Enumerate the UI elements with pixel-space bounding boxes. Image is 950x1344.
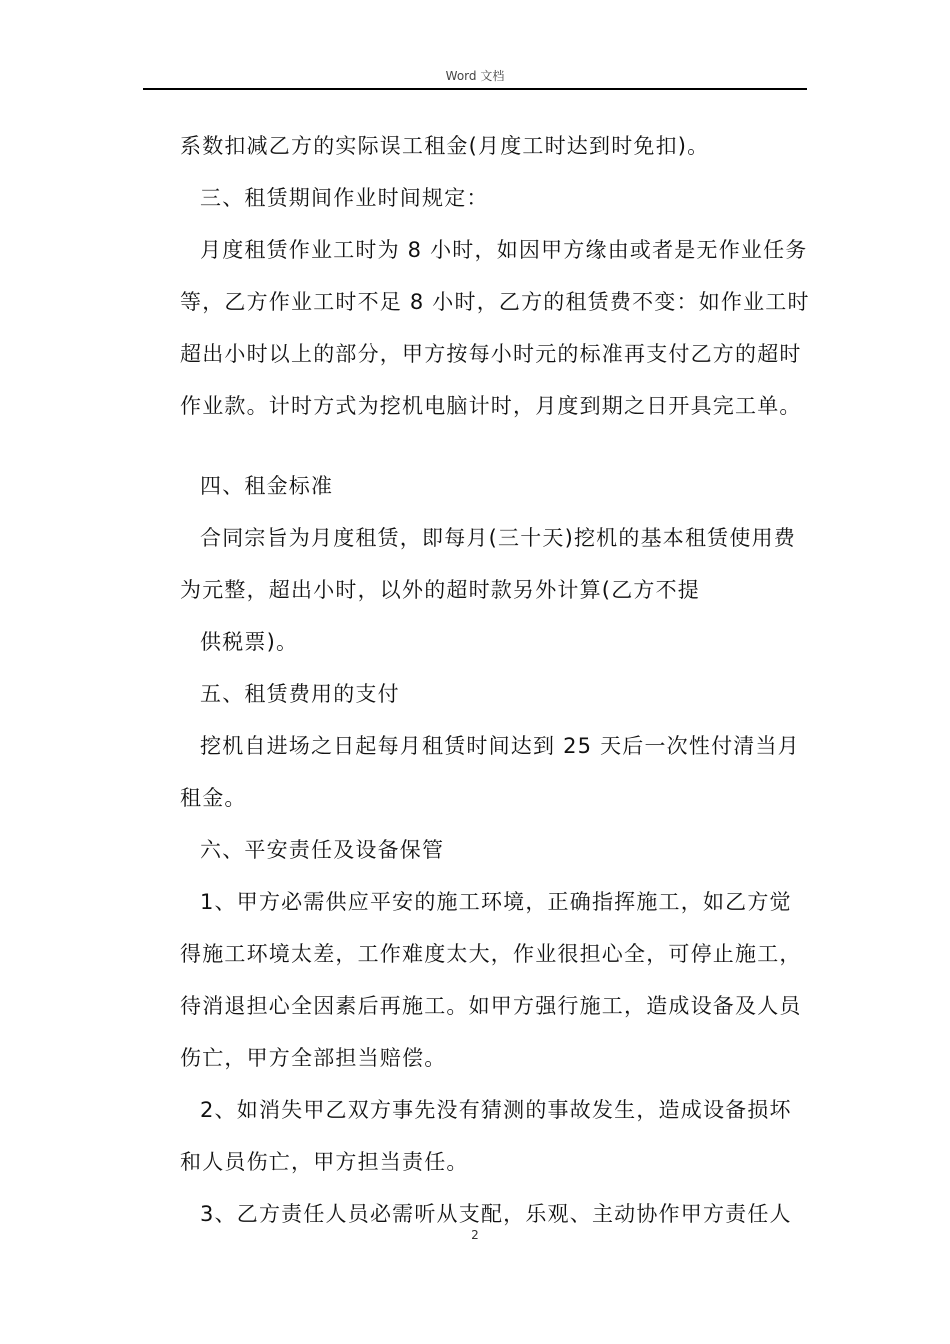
paragraph: 供税票)。 (200, 630, 299, 654)
paragraph: 挖机自进场之日起每月租赁时间达到 25 天后一次性付清当月 (200, 734, 800, 758)
section-heading: 五、租赁费用的支付 (200, 682, 400, 706)
paragraph: 待消退担心全因素后再施工。如甲方强行施工，造成设备及人员 (180, 994, 802, 1018)
page-header (143, 66, 807, 90)
paragraph: 租金。 (180, 786, 247, 810)
section-heading: 三、租赁期间作业时间规定： (200, 186, 489, 210)
paragraph: 2、如消失甲乙双方事先没有猜测的事故发生，造成设备损坏 (200, 1098, 792, 1122)
paragraph: 超出小时以上的部分，甲方按每小时元的标准再支付乙方的超时 (180, 342, 802, 366)
section-heading: 四、租金标准 (200, 474, 334, 498)
page-footer (0, 1228, 950, 1242)
page-number: 2 (471, 1228, 479, 1242)
paragraph: 3、乙方责任人员必需听从支配，乐观、主动协作甲方责任人 (200, 1202, 792, 1226)
paragraph: 系数扣减乙方的实际误工租金(月度工时达到时免扣)。 (180, 134, 710, 158)
paragraph: 等，乙方作业工时不足 8 小时，乙方的租赁费不变：如作业工时 (180, 290, 810, 314)
paragraph: 伤亡，甲方全部担当赔偿。 (180, 1046, 447, 1070)
paragraph: 合同宗旨为月度租赁，即每月(三十天)挖机的基本租赁使用费 (200, 526, 796, 550)
document-body (180, 120, 820, 1240)
header-title: Word 文档 (445, 69, 505, 83)
paragraph: 月度租赁作业工时为 8 小时，如因甲方缘由或者是无作业任务 (200, 238, 808, 262)
paragraph: 得施工环境太差，工作难度太大，作业很担心全，可停止施工， (180, 942, 802, 966)
section-heading: 六、平安责任及设备保管 (200, 838, 445, 862)
paragraph: 1、甲方必需供应平安的施工环境，正确指挥施工，如乙方觉 (200, 890, 792, 914)
paragraph: 和人员伤亡，甲方担当责任。 (180, 1150, 469, 1174)
paragraph: 为元整，超出小时，以外的超时款另外计算(乙方不提 (180, 578, 700, 602)
paragraph: 作业款。计时方式为挖机电脑计时，月度到期之日开具完工单。 (180, 394, 802, 418)
blank-line (180, 432, 820, 460)
